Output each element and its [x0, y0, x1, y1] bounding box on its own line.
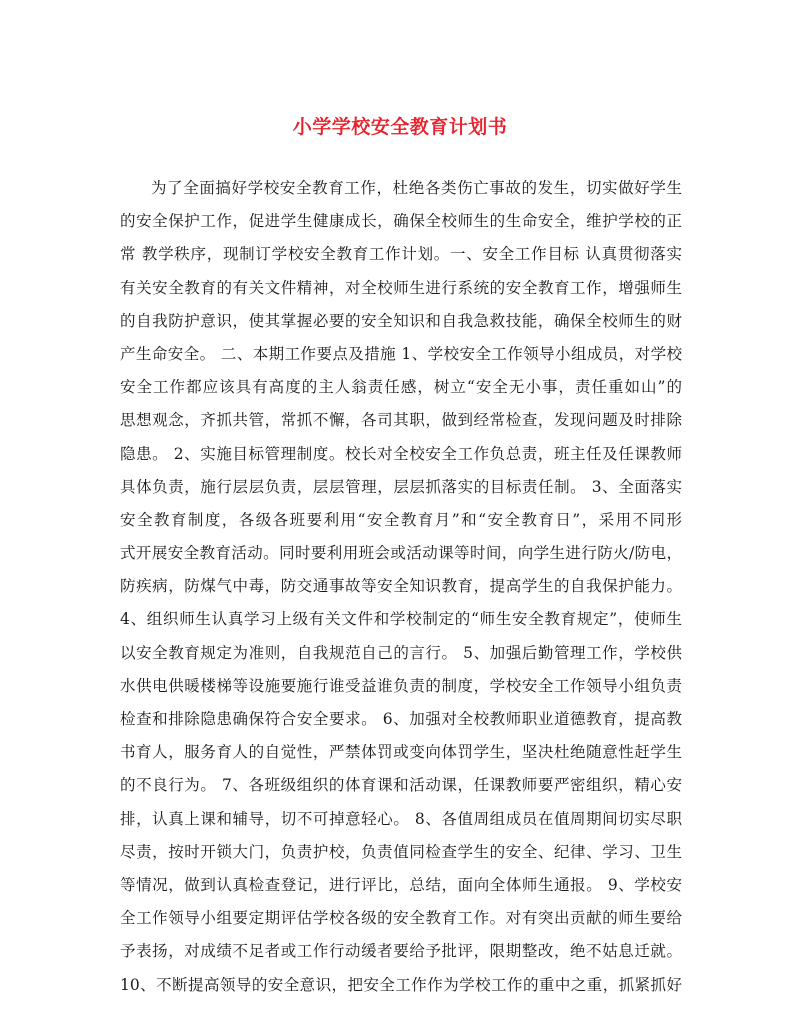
body-line: 的安全保护工作，促进学生健康成长，确保全校师生的生命安全，维护学校的正 — [120, 212, 682, 231]
document-title: 小学学校安全教育计划书 — [292, 116, 508, 138]
body-line: 隐患。 2、实施目标管理制度。校长对全校安全工作负总责，班主任及任课教师 — [120, 444, 682, 463]
body-line: 4、组织师生认真学习上级有关文件和学校制定的“师生安全教育规定”，使师生 — [120, 610, 682, 629]
body-line: 以安全教育规定为准则，自我规范自己的言行。 5、加强后勤管理工作，学校供 — [120, 643, 682, 662]
body-line: 安全工作都应该具有高度的主人翁责任感，树立“安全无小事，责任重如山”的 — [120, 378, 682, 397]
body-line: 安全教育制度，各级各班要利用“安全教育月”和“安全教育日”，采用不同形 — [120, 510, 682, 529]
body-line: 常 教学秩序，现制订学校安全教育工作计划。一、安全工作目标 认真贯彻落实 — [120, 245, 682, 264]
body-line: 检查和排除隐患确保符合安全要求。 6、加强对全校教师职业道德教育，提高教 — [120, 710, 682, 728]
body-line: 思想观念，齐抓共管，常抓不懈，各司其职，做到经常检查，发现问题及时排除 — [120, 411, 682, 430]
body-line: 尽责，按时开锁大门，负责护校，负责值同检查学生的安全、纪律、学习、卫生 — [120, 842, 682, 861]
body-line: 排，认真上课和辅导，切不可掉意轻心。 8、各值周组成员在值周期间切实尽职 — [120, 809, 682, 828]
body-line: 等情况，做到认真检查登记，进行评比，总结，面向全体师生通报。 9、学校安 — [120, 875, 682, 894]
body-line: 的不良行为。 7、各班级组织的体育课和活动课，任课教师要严密组织，精心安 — [120, 776, 682, 795]
body-line: 的自我防护意识，使其掌握必要的安全知识和自我急救技能，确保全校师生的财 — [120, 311, 682, 330]
document-body — [120, 172, 682, 1002]
body-line: 具体负责，施行层层负责，层层管理，层层抓落实的目标责任制。 3、全面落实 — [120, 477, 682, 496]
body-line: 10、不断提高领导的安全意识，把安全工作作为学校工作的重中之重，抓紧抓好 — [120, 975, 682, 994]
body-line: 式开展安全教育活动。同时要利用班会或活动课等时间，向学生进行防火/防电， — [120, 544, 682, 563]
body-line: 书育人，服务育人的自觉性，严禁体罚或变向体罚学生，坚决杜绝随意性赶学生 — [120, 743, 682, 762]
body-line: 有关安全教育的有关文件精神，对全校师生进行系统的安全教育工作，增强师生 — [120, 278, 682, 297]
body-line: 全工作领导小组要定期评估学校各级的安全教育工作。对有突出贡献的师生要给 — [120, 909, 682, 928]
body-line: 予表扬，对成绩不足者或工作行动缓者要给予批评，限期整改，绝不姑息迁就。 — [120, 942, 682, 961]
body-line: 产生命安全。 二、本期工作要点及措施 1、学校安全工作领导小组成员，对学校 — [120, 344, 682, 363]
body-line: 为了全面搞好学校安全教育工作，杜绝各类伤亡事故的发生，切实做好学生 — [151, 179, 682, 197]
body-line: 水供电供暖楼梯等设施要施行谁受益谁负责的制度，学校安全工作领导小组负责 — [120, 676, 682, 695]
body-line: 防疾病，防煤气中毒，防交通事故等安全知识教育，提高学生的自我保护能力。 — [120, 577, 682, 596]
